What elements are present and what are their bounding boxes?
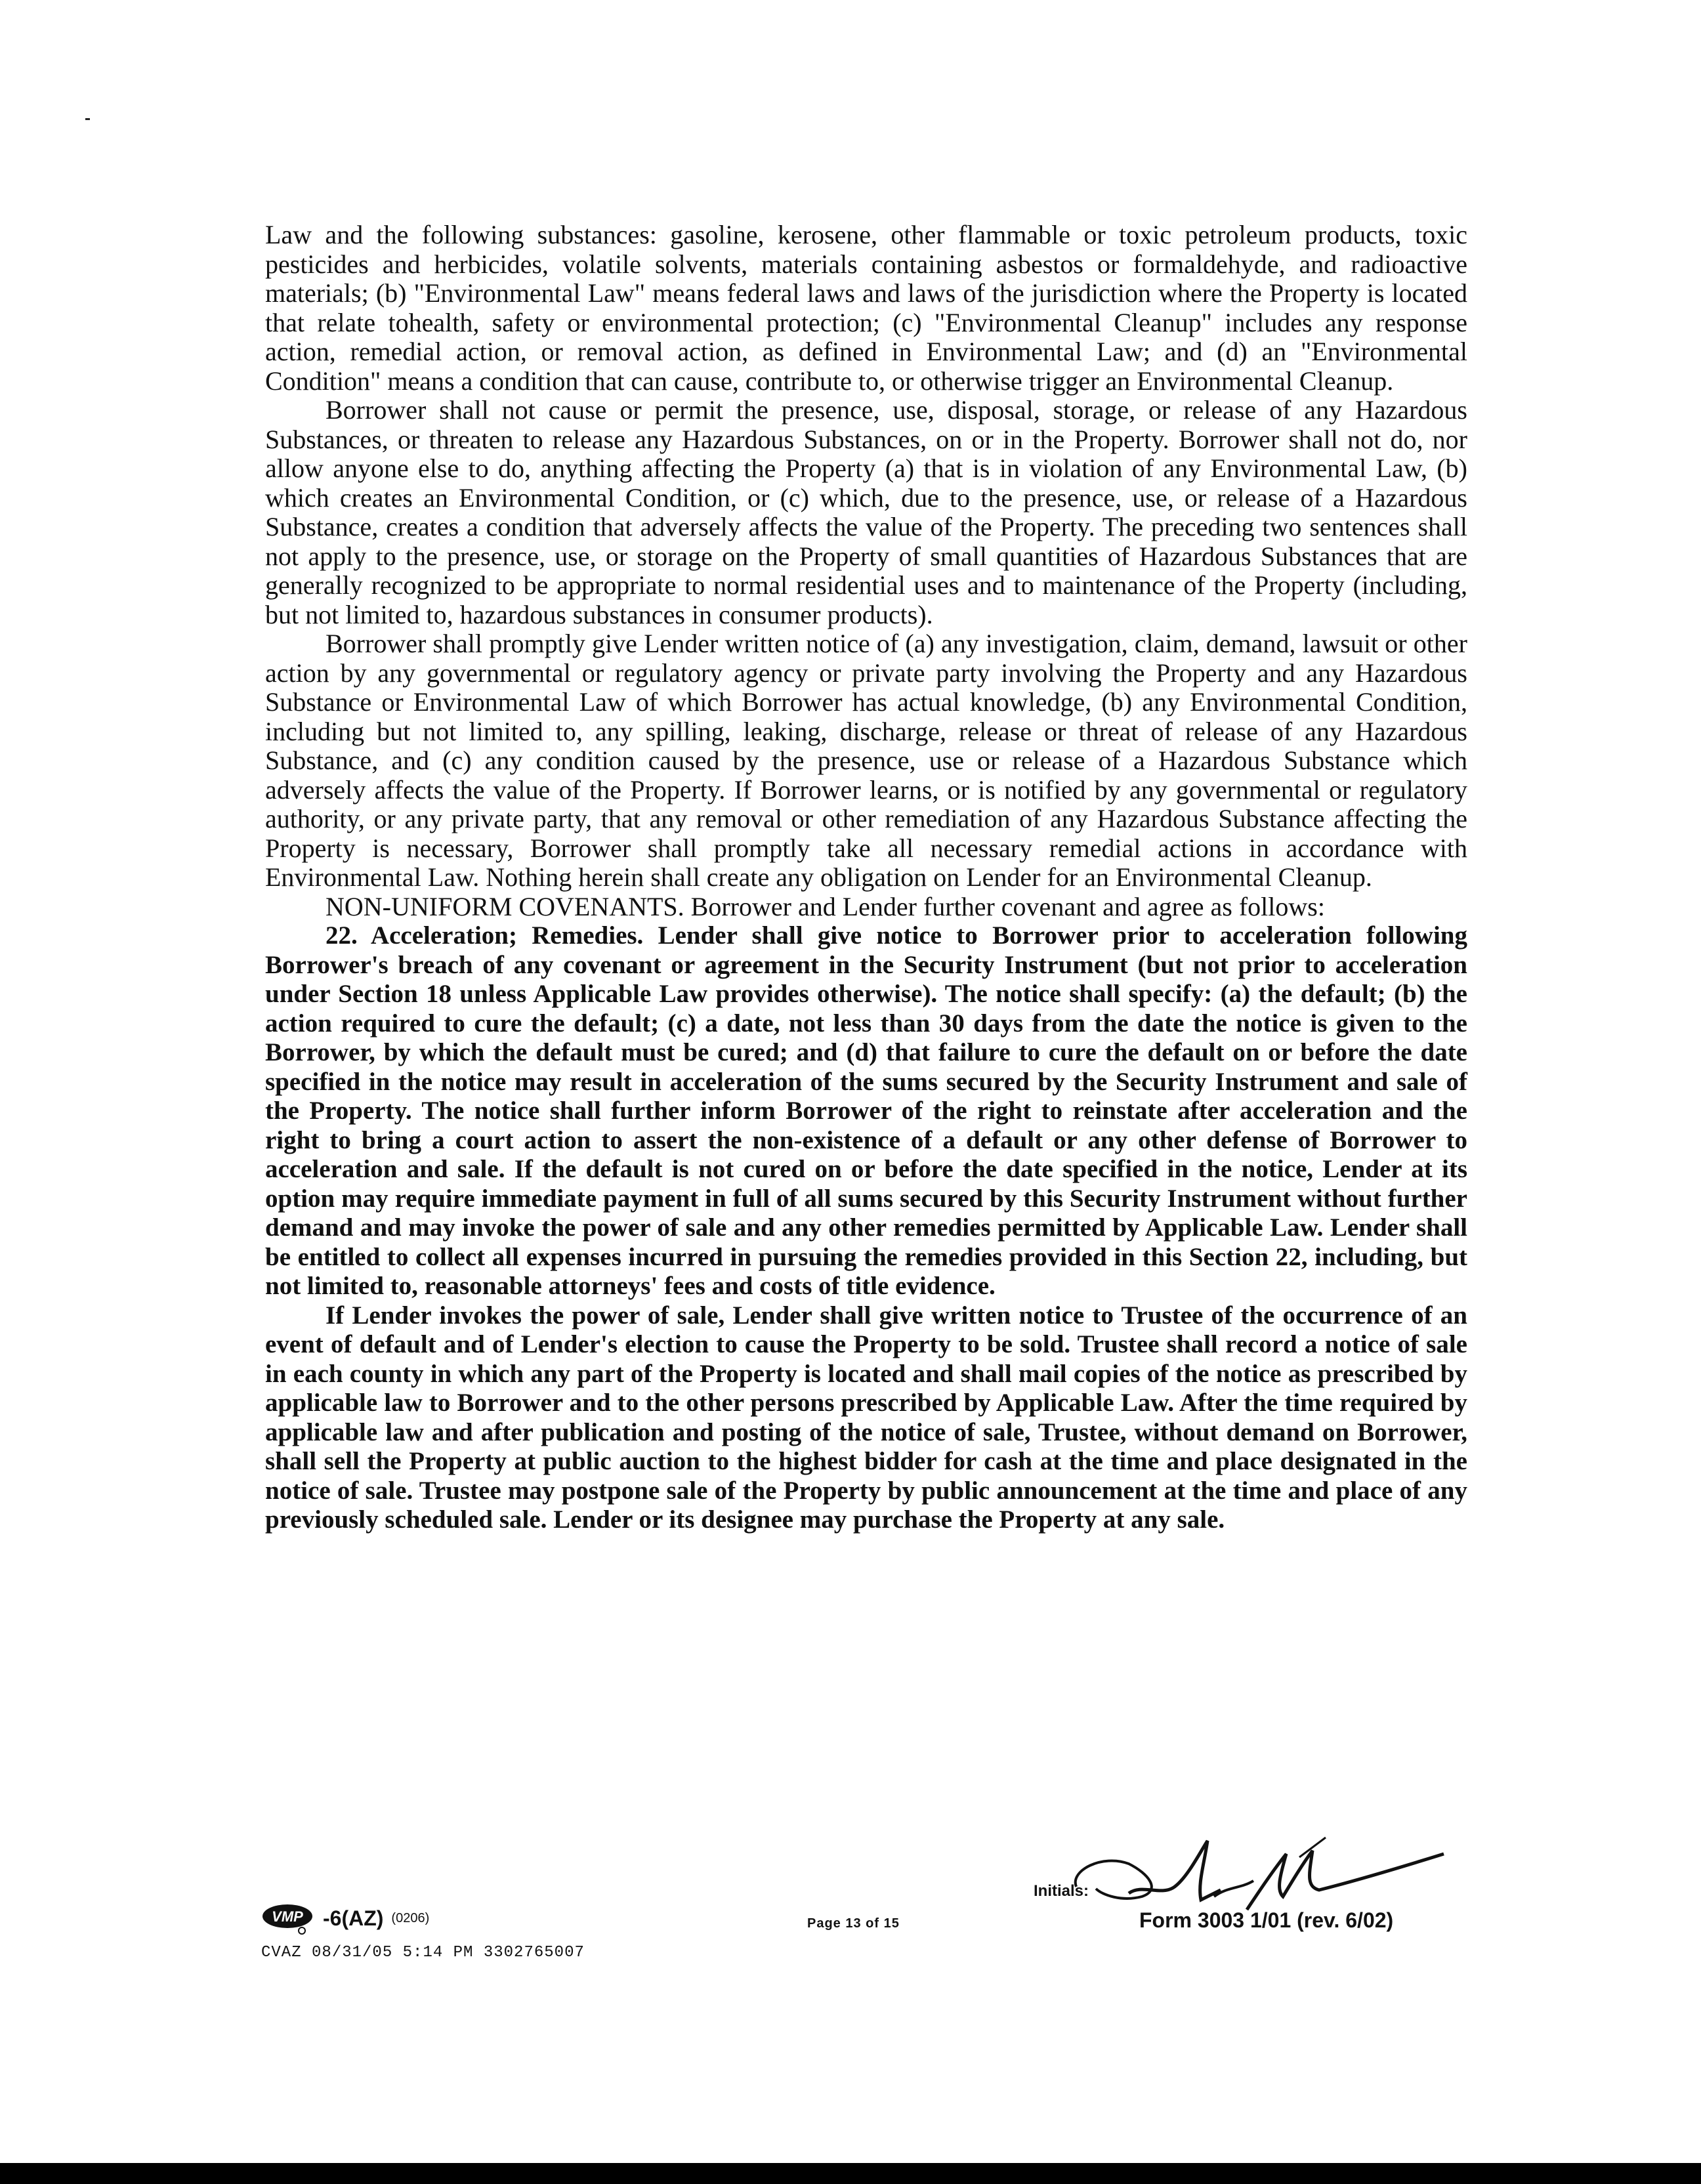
scan-bottom-border [0, 2163, 1701, 2184]
form-code-row [261, 1902, 585, 1935]
paragraph-definitions: Law and the following substances: gasoline, kerosene, other flammable or toxic petroleum products, toxic pesticides and herbicides, volatile solvents, materials containing asbestos or formaldehyde, and radioactive materials; (b) "Environmental Law" means federal laws and laws of the jurisdiction where the Property is located that relate tohealth, safety or environmental protection; (c) "Environmental Cleanup" includes any response action, remedial action, or removal action, as defined in Environmental Law; and (d) an "Environmental Condition" means a condition that can cause, contribute to, or otherwise trigger an Environmental Cleanup. [265, 220, 1467, 396]
paragraph-non-uniform-covenants: NON-UNIFORM COVENANTS. Borrower and Lender further covenant and agree as follows: [326, 891, 1325, 921]
page-number: Page 13 of 15 [807, 1916, 900, 1931]
footer-left [261, 1902, 585, 1962]
paragraph-borrower-restrictions: Borrower shall not cause or permit the presence, use, disposal, storage, or release of any Hazardous Substances, or threaten to release any Hazardous Substances, on or in the Property. Borrower shall not do, nor allow anyone else to do, anything affecting the Property (a) that is in violation of any Environmental Law, (b) which creates an Environmental Condition, or (c) which, due to the presence, use, or release of a Hazardous Substance, creates a condition that adversely affects the value of the Property. The preceding two sentences shall not apply to the presence, use, or storage on the Property of small quantities of Hazardous Substances that are generally recognized to be appropriate to normal residential uses and to maintenance of the Property (including, but not limited to, hazardous substances in consumer products). [265, 395, 1467, 629]
print-stamp: CVAZ 08/31/05 5:14 PM 3302765007 [261, 1944, 585, 1962]
form-code-date: (0206) [391, 1910, 430, 1925]
initials-label: Initials: [1034, 1882, 1089, 1900]
document-body [265, 220, 1467, 1535]
form-code: -6(AZ) [323, 1906, 384, 1930]
vmp-logo-icon [261, 1902, 319, 1935]
vmp-logo-text: VMP [272, 1908, 303, 1925]
paragraph-power-of-sale: If Lender invokes the power of sale, Lender shall give written notice to Trustee of the occurrence of an event of default and of Lender's election to cause the Property to be sold. Trustee shall record a notice of sale in each county in which any part of the Property is located and shall mail copies of the notice as prescribed by applicable law to Borrower and to the other persons prescribed by Applicable Law. After the time required by applicable law and after publication and posting of the notice of sale, Trustee, without demand on Borrower, shall sell the Property at public auction to the highest bidder for cash at the time and place designated in the notice of sale. Trustee may postpone sale of the Property by public announcement at the time and place of any previously scheduled sale. Lender or its designee may purchase the Property at any sale. [265, 1301, 1467, 1534]
form-number: Form 3003 1/01 (rev. 6/02) [1139, 1908, 1394, 1932]
paragraph-acceleration-remedies: 22. Acceleration; Remedies. Lender shall give notice to Borrower prior to acceleration following Borrower's breach of any covenant or agreement in the Security Instrument (but not prior to acceleration under Section 18 unless Applicable Law provides otherwise). The notice shall specify: (a) the default; (b) the action required to cure the default; (c) a date, not less than 30 days from the date the notice is given to the Borrower, by which the default must be cured; and (d) that failure to cure the default on or before the date specified in the notice may result in acceleration of the sums secured by the Security Instrument and sale of the Property. The notice shall further inform Borrower of the right to reinstate after acceleration and the right to bring a court action to assert the non-existence of a default or any other defense of Borrower to acceleration and sale. If the default is not cured on or before the date specified in the notice, Lender at its option may require immediate payment in full of all sums secured by this Security Instrument without further demand and may invoke the power of sale and any other remedies permitted by Applicable Law. Lender shall be entitled to collect all expenses incurred in pursuing the remedies provided in this Section 22, including, but not limited to, reasonable attorneys' fees and costs of title evidence. [265, 921, 1467, 1300]
paragraph-borrower-notice: Borrower shall promptly give Lender written notice of (a) any investigation, claim, demand, lawsuit or other action by any governmental or regulatory agency or private party involving the Property and any Hazardous Substance or Environmental Law of which Borrower has actual knowledge, (b) any Environmental Condition, including but not limited to, any spilling, leaking, discharge, release or threat of release of any Hazardous Substance, and (c) any condition caused by the presence, use or release of a Hazardous Substance which adversely affects the value of the Property. If Borrower learns, or is notified by any governmental or regulatory authority, or any private party, that any removal or other remediation of any Hazardous Substance affecting the Property is necessary, Borrower shall promptly take all necessary remedial actions in accordance with Environmental Law. Nothing herein shall create any obligation on Lender for an Environmental Cleanup. [265, 629, 1467, 892]
scan-speck [85, 118, 90, 120]
